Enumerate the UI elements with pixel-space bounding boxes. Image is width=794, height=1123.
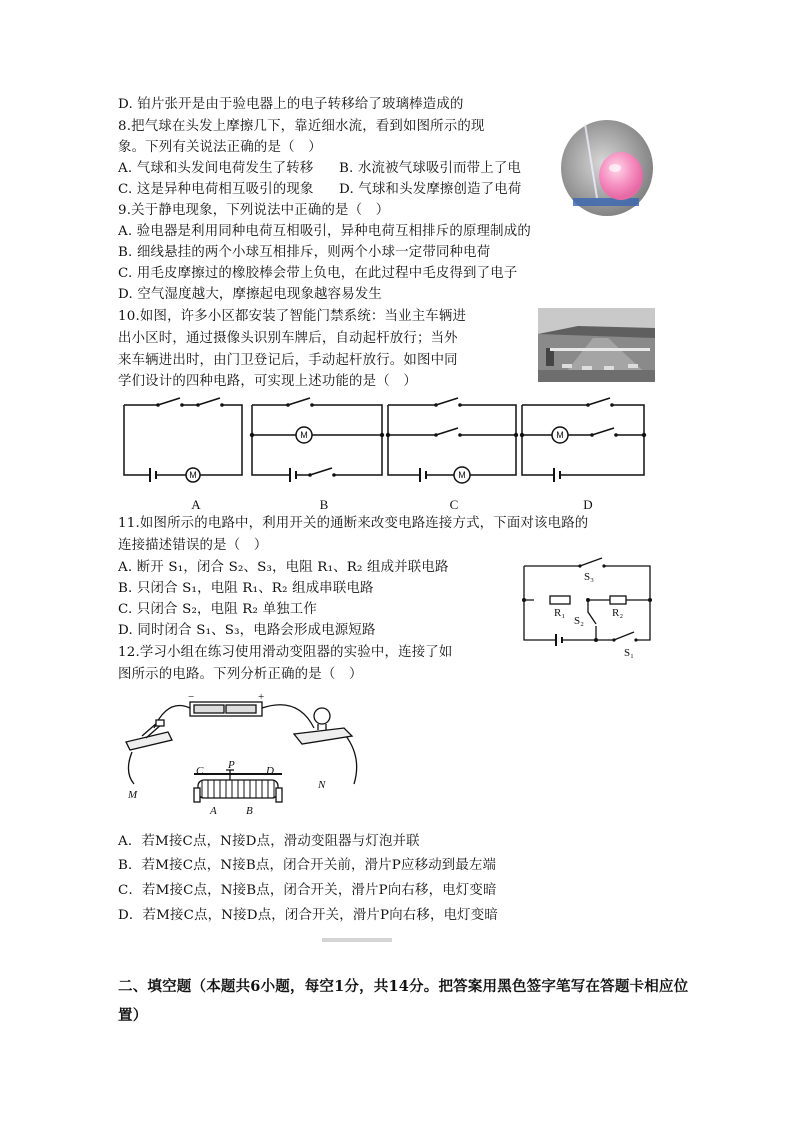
terminal-d-label: D [266,765,274,777]
q10-stem-line2: 出小区时，通过摄像头识别车牌后，自动起杆放行；当外 [118,331,458,346]
q7-option-d: D. 铂片张开是由于验电器上的电子转移给了玻璃棒造成的 [118,97,464,112]
q9-option-c: C. 用毛皮摩擦过的橡胶棒会带上负电，在此过程中毛皮得到了电子 [118,266,518,281]
terminal-a-label: A [210,805,217,817]
s2-label: S₂ [574,615,584,627]
terminal-m-label: M [128,789,138,801]
circuit-b-label: B [319,497,329,512]
q12-stem-line2: 图所示的电路。下列分析正确的是（ ） [118,667,363,682]
q9-stem: 9.关于静电现象，下列说法中正确的是（ ） [118,203,390,218]
q11-option-b: B. 只闭合 S₁，电阻 R₁、R₂ 组成串联电路 [118,581,374,596]
circuit-b [252,398,382,482]
q11-option-a: A. 断开 S₁，闭合 S₂、S₃，电阻 R₁、R₂ 组成并联电路 [118,560,449,575]
q8-option-b: B. 水流被气球吸引而带上了电 [339,161,522,176]
motor-d-label: M [556,430,564,440]
q12-option-b: B．若M接C点，N接B点，闭合开关前，滑片P应移动到最左端 [118,858,497,873]
q8-option-d: D. 气球和头发摩擦创造了电荷 [339,182,522,197]
q9-option-a: A. 验电器是利用同种电荷互相吸引，异种电荷互相排斥的原理制成的 [118,224,531,239]
circuit-a [124,398,242,482]
circuit-d-label: D [583,497,593,512]
q10-stem-line4: 学们设计的四种电路，可实现上述功能的是（ ） [118,374,417,389]
terminal-n-label: N [318,779,326,791]
r1-label: R₁ [554,607,566,619]
q12-stem-line1: 12.学习小组在练习使用滑动变阻器的实验中，连接了如 [118,645,453,660]
balloon-photo [561,120,653,216]
s1-label: S₁ [624,647,634,658]
motor-b-label: M [300,430,308,440]
slider-p-label: P [228,759,235,771]
section2-heading-line1: 二、填空题（本题共6小题，每空1分，共14分。把答案用黑色签字笔写在答题卡相应位 [118,978,689,995]
terminal-c-label: C [196,765,204,777]
circuit-d [522,398,644,482]
q12-apparatus [118,688,368,828]
battery-minus: − [188,691,195,703]
q8-option-a: A. 气球和头发间电荷发生了转移 [118,161,314,176]
q10-stem-line3: 来车辆进出时，由门卫登记后，手动起杆放行。如图中同 [118,353,458,368]
scan-smudge [322,938,392,942]
q9-option-d: D. 空气湿度越大，摩擦起电现象越容易发生 [118,287,383,302]
q8-stem-line2: 象。下列有关说法正确的是（ ） [118,140,322,155]
q11-stem-line2: 连接描述错误的是（ ） [118,538,268,553]
q8-stem-line1: 8.把气球在头发上摩擦几下，靠近细水流，看到如图所示的现 [118,119,485,134]
s3-label: S₃ [584,571,594,583]
motor-c-label: M [458,470,466,480]
q8-option-c: C. 这是异种电荷相互吸引的现象 [118,182,314,197]
q11-stem-line1: 11.如图所示的电路中，利用开关的通断来改变电路连接方式，下面对该电路的 [118,516,589,531]
motor-a-label: M [189,470,197,480]
circuit-c [388,398,516,483]
battery-plus: + [258,691,265,703]
circuit-a-label: A [191,497,201,512]
q11-option-c: C. 只闭合 S₂，电阻 R₂ 单独工作 [118,602,317,617]
q10-circuits [118,397,658,515]
q10-stem-line1: 10.如图，许多小区都安装了智能门禁系统：当业主车辆进 [118,309,467,324]
q11-circuit [518,552,658,658]
q12-option-c: C．若M接C点，N接B点，闭合开关，滑片P向右移，电灯变暗 [118,883,497,898]
gate-photo [538,308,655,382]
terminal-b-label: B [246,805,253,817]
q11-option-d: D. 同时闭合 S₁、S₃，电路会形成电源短路 [118,623,376,638]
section2-heading-line2: 置） [118,1007,148,1024]
q12-option-d: D．若M接C点，N接D点，闭合开关，滑片P向右移，电灯变暗 [118,908,498,923]
q9-option-b: B. 细线悬挂的两个小球互相排斥，则两个小球一定带同种电荷 [118,245,491,260]
q12-option-a: A．若M接C点，N接D点，滑动变阻器与灯泡并联 [118,834,420,849]
r2-label: R₂ [612,607,624,619]
circuit-c-label: C [449,497,459,512]
